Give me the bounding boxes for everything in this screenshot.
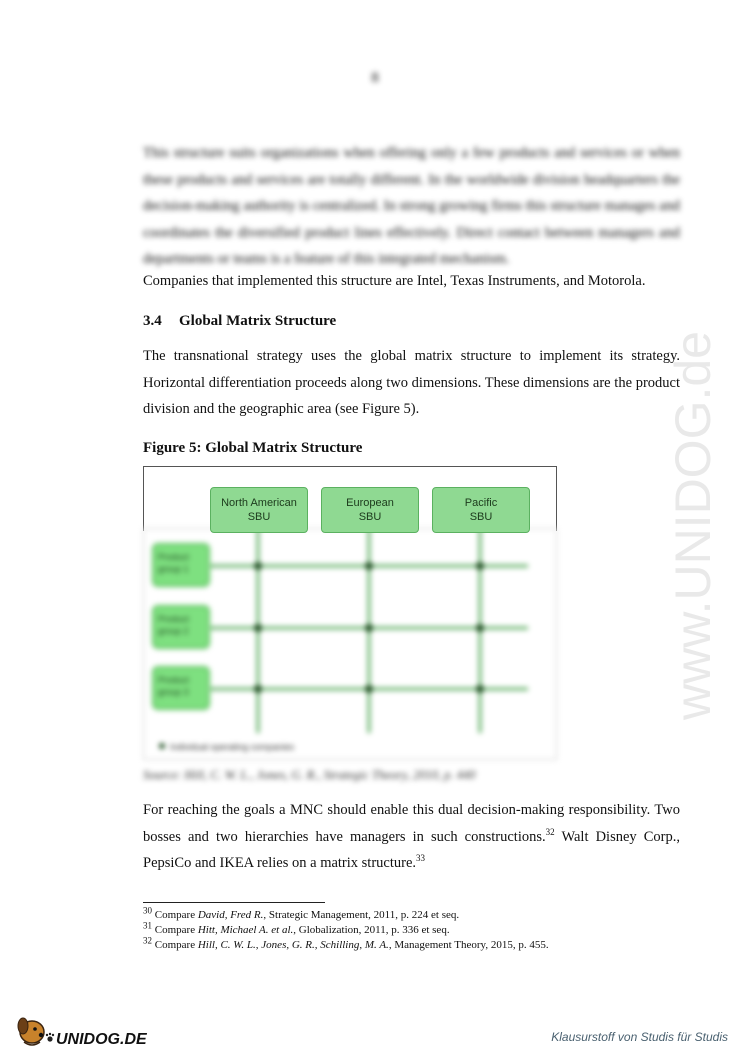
footnote-separator <box>143 902 325 903</box>
footnote-number: 30 <box>143 905 152 916</box>
tagline: Klausurstoff von Studis für Studis <box>551 1030 728 1044</box>
figure-source: Source: Hill, C. W. L., Jones, G. R., Strategic Theory, 2010, p. 440 <box>143 768 476 782</box>
blurred-paragraph: This structure suits organizations when offering only a few products and services or when these products and services are totally different. In the worldwide division headquarters the decision-making authority is centralized. In strong growing firms this structure manages and coordinates the diversified product lines effectively. Direct contact between managers and departments or teams is a feature of this integrated mechanism. <box>143 145 680 267</box>
sbu-line1: Pacific <box>464 497 498 509</box>
node-2-2 <box>365 624 373 632</box>
brand-text: UNIDOG.DE <box>56 1031 147 1048</box>
pg-line2: group 2 <box>158 626 189 636</box>
page-number: 8 <box>371 70 379 86</box>
product-group-3 <box>152 666 210 710</box>
node-3-3 <box>476 685 484 693</box>
sbu-line2: SBU <box>247 511 271 523</box>
footnote-31 <box>143 920 549 938</box>
dog-icon <box>18 1018 44 1045</box>
product-group-1 <box>152 543 210 587</box>
footnote-ref-32: 32 <box>545 826 555 837</box>
node-2-3 <box>476 624 484 632</box>
sbu-box-north-american <box>210 487 308 533</box>
section-title: Global Matrix Structure <box>179 313 337 329</box>
footnote-pre: Compare <box>152 909 198 921</box>
figure-legend: Individual operating companies <box>170 742 295 752</box>
sbu-line1: North American <box>221 497 297 509</box>
paragraph-dual-responsibility <box>143 797 680 877</box>
figure-title: Figure 5: Global Matrix Structure <box>143 440 363 456</box>
sbu-box-pacific <box>432 487 530 533</box>
footnote-ref-33: 33 <box>416 853 426 864</box>
footnote-author: David, Fred R. <box>197 909 264 921</box>
footnote-number: 31 <box>143 920 152 931</box>
paragraph-transnational: The transnational strategy uses the global matrix structure to implement its strategy. Horizontal differentiation proceeds along two dimensions. These dimensions are the product division and the geographic area (see Figure 5). <box>143 348 680 417</box>
node-3-1 <box>254 685 262 693</box>
node-3-2 <box>365 685 373 693</box>
watermark-text: www.UNIDOG.de <box>665 331 721 720</box>
watermark <box>592 280 750 740</box>
footnote-author: Hill, C. W. L., Jones, G. R., Schilling, M. A. <box>197 939 389 951</box>
sbu-line2: SBU <box>358 511 382 523</box>
section-number: 3.4 <box>143 313 162 329</box>
node-1-1 <box>254 562 262 570</box>
footnote-post: , Strategic Management, 2011, p. 224 et seq. <box>263 909 460 921</box>
section-heading <box>143 313 336 330</box>
pg-line1: Product <box>158 675 190 685</box>
pg-line1: Product <box>158 552 190 562</box>
footnote-32 <box>143 935 549 953</box>
footnote-post: , Globalization, 2011, p. 336 et seq. <box>293 924 450 936</box>
footnote-number: 32 <box>143 935 152 946</box>
node-1-3 <box>476 562 484 570</box>
footnote-pre: Compare <box>152 939 198 951</box>
pg-line2: group 3 <box>158 687 189 697</box>
node-2-1 <box>254 624 262 632</box>
pg-line1: Product <box>158 614 190 624</box>
pg-line2: group 1 <box>158 564 189 574</box>
paw-icon <box>46 1033 54 1042</box>
legend-dot <box>159 743 165 749</box>
unidog-logo <box>10 1008 160 1050</box>
footnote-pre: Compare <box>152 924 198 936</box>
footnotes <box>143 905 549 953</box>
footnote-post: , Management Theory, 2015, p. 455. <box>388 939 549 951</box>
sbu-line2: SBU <box>469 511 493 523</box>
node-1-2 <box>365 562 373 570</box>
paragraph-intel: Companies that implemented this structure are Intel, Texas Instruments, and Motorola. <box>143 273 646 289</box>
sbu-line1: European <box>346 497 394 509</box>
sbu-box-european <box>321 487 419 533</box>
footnote-30 <box>143 905 549 923</box>
product-group-2 <box>152 605 210 649</box>
paragraph-3-part1: For reaching the goals a MNC should enable this dual decision-making responsibility. Two bosses and two hierarchies have managers in such constructions. <box>143 802 680 845</box>
paragraph-3-part2: Walt Disney Corp., PepsiCo and IKEA relies on a matrix structure. <box>143 828 680 871</box>
footnote-author: Hitt, Michael A. et al. <box>197 924 294 936</box>
